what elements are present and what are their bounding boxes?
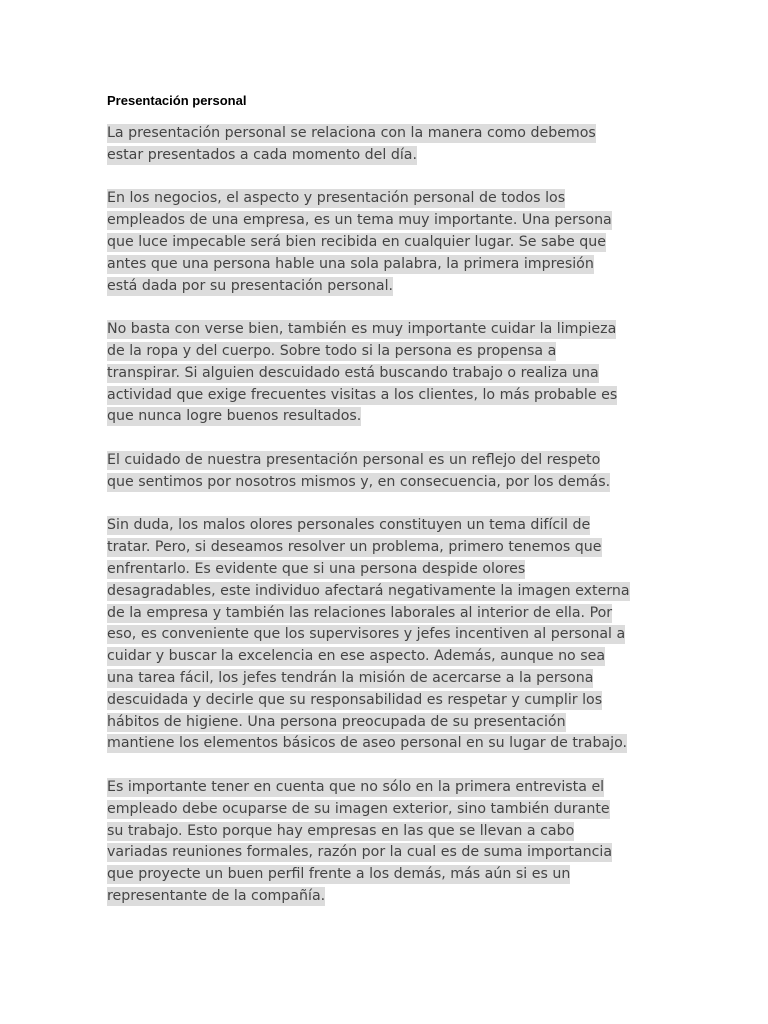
- highlighted-text: antes que una persona hable una sola palabra, la primera impresión: [107, 255, 594, 272]
- paragraph-line: [107, 603, 667, 625]
- highlighted-text: que proyecte un buen perfil frente a los demás, más aún si es un: [107, 866, 571, 883]
- highlighted-text: su trabajo. Esto porque hay empresas en las que se llevan a cabo: [107, 822, 575, 839]
- highlighted-text: tratar. Pero, si deseamos resolver un problema, primero tenemos que: [107, 539, 602, 556]
- paragraph: [107, 319, 667, 428]
- paragraph-line: [107, 733, 667, 755]
- highlighted-text: mantiene los elementos básicos de aseo personal en su lugar de trabajo.: [107, 735, 628, 752]
- highlighted-text: representante de la compañía.: [107, 887, 326, 904]
- paragraph-line: [107, 799, 667, 821]
- paragraph-line: [107, 712, 667, 734]
- paragraph-line: [107, 123, 667, 145]
- paragraph-line: [107, 363, 667, 385]
- paragraph-line: [107, 515, 667, 537]
- highlighted-text: transpirar. Si alguien descuidado está buscando trabajo o realiza una: [107, 364, 599, 381]
- highlighted-text: de la empresa y también las relaciones laborales al interior de ella. Por: [107, 604, 613, 621]
- paragraph-line: [107, 276, 667, 298]
- highlighted-text: No basta con verse bien, también es muy importante cuidar la limpieza: [107, 321, 617, 338]
- highlighted-text: Es importante tener en cuenta que no sólo en la primera entrevista el: [107, 778, 605, 795]
- paragraph: [107, 450, 667, 494]
- paragraph-line: [107, 886, 667, 908]
- paragraph: [107, 777, 667, 908]
- paragraph: [107, 188, 667, 297]
- highlighted-text: variadas reuniones formales, razón por la cual es de suma importancia: [107, 844, 613, 861]
- paragraph-line: [107, 319, 667, 341]
- paragraph-line: [107, 668, 667, 690]
- highlighted-text: está dada por su presentación personal.: [107, 277, 394, 294]
- highlighted-text: enfrentarlo. Es evidente que si una persona despide olores: [107, 560, 526, 577]
- paragraph-line: [107, 864, 667, 886]
- paragraph-line: [107, 581, 667, 603]
- document-body: [107, 123, 667, 908]
- paragraph-line: [107, 210, 667, 232]
- paragraph-line: [107, 341, 667, 363]
- document-page: [107, 93, 667, 929]
- paragraph: [107, 123, 667, 167]
- paragraph-line: [107, 777, 667, 799]
- paragraph: [107, 515, 667, 755]
- highlighted-text: En los negocios, el aspecto y presentación personal de todos los: [107, 190, 566, 207]
- paragraph-line: [107, 145, 667, 167]
- highlighted-text: eso, es conveniente que los supervisores y jefes incentiven al personal a: [107, 626, 626, 643]
- highlighted-text: Sin duda, los malos olores personales constituyen un tema difícil de: [107, 517, 591, 534]
- paragraph-line: [107, 624, 667, 646]
- document-title: Presentación personal: [107, 93, 247, 108]
- paragraph-line: [107, 559, 667, 581]
- paragraph-line: [107, 690, 667, 712]
- highlighted-text: que sentimos por nosotros mismos y, en consecuencia, por los demás.: [107, 473, 611, 490]
- paragraph-line: [107, 188, 667, 210]
- highlighted-text: de la ropa y del cuerpo. Sobre todo si la persona es propensa a: [107, 342, 557, 359]
- paragraph-line: [107, 406, 667, 428]
- highlighted-text: que nunca logre buenos resultados.: [107, 408, 362, 425]
- highlighted-text: estar presentados a cada momento del día.: [107, 146, 417, 163]
- highlighted-text: descuidada y decirle que su responsabilidad es respetar y cumplir los: [107, 691, 603, 708]
- paragraph-line: [107, 842, 667, 864]
- highlighted-text: desagradables, este individuo afectará negativamente la imagen externa: [107, 582, 630, 599]
- highlighted-text: hábitos de higiene. Una persona preocupada de su presentación: [107, 713, 566, 730]
- highlighted-text: cuidar y buscar la excelencia en ese aspecto. Además, aunque no sea: [107, 648, 606, 665]
- highlighted-text: El cuidado de nuestra presentación personal es un reflejo del respeto: [107, 451, 601, 468]
- paragraph-line: [107, 472, 667, 494]
- paragraph-line: [107, 646, 667, 668]
- paragraph-line: [107, 254, 667, 276]
- highlighted-text: La presentación personal se relaciona con la manera como debemos: [107, 125, 596, 141]
- highlighted-text: actividad que exige frecuentes visitas a los clientes, lo más probable es: [107, 386, 618, 403]
- highlighted-text: que luce impecable será bien recibida en cualquier lugar. Se sabe que: [107, 233, 607, 250]
- highlighted-text: empleado debe ocuparse de su imagen exterior, sino también durante: [107, 800, 610, 817]
- paragraph-line: [107, 537, 667, 559]
- highlighted-text: empleados de una empresa, es un tema muy importante. Una persona: [107, 212, 612, 229]
- paragraph-line: [107, 450, 667, 472]
- paragraph-line: [107, 385, 667, 407]
- paragraph-line: [107, 232, 667, 254]
- highlighted-text: una tarea fácil, los jefes tendrán la misión de acercarse a la persona: [107, 669, 594, 686]
- paragraph-line: [107, 821, 667, 843]
